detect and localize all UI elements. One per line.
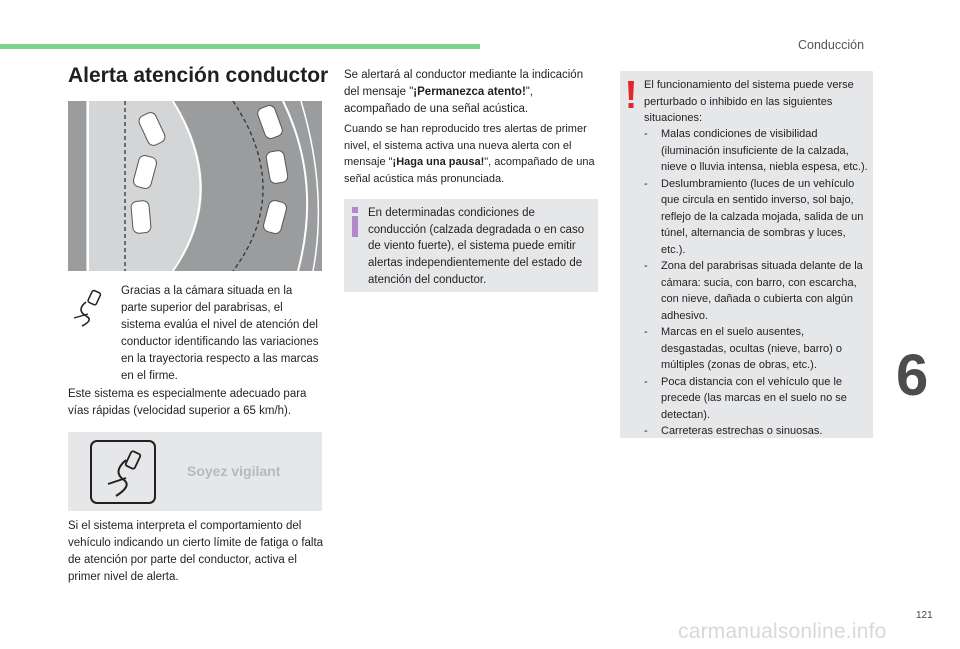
fast-roads-paragraph: Este sistema es especialmente adecuado para vías rápidas (velocidad superior a 65 km/h). [68, 388, 307, 417]
message-take-break: ¡Haga una pausa! [392, 156, 485, 168]
second-alert-paragraph: Cuando se han reproducido tres alertas de primer nivel, el sistema activa una nueva alerta con el mensaje "¡Haga una pausa!", acompañado de una señal acústica más pronunciada. [344, 123, 595, 185]
chapter-number: 6 [896, 343, 929, 408]
list-item: - Deslumbramiento (luces de un vehículo que circula en sentido inverso, sol bajo, reflejo de la calzada mojada, salida de un túnel, alternancia de sombras y luces, etc.). [644, 177, 864, 256]
warning-intro: El funcionamiento del sistema puede verse perturbado o inhibido en las siguientes situaciones: [644, 79, 854, 124]
list-item: - Zona del parabrisas situada delante de la cámara: sucia, con barro, con escarcha, con nieve, dañada o cubierta con algún adhesivo. [644, 260, 863, 322]
warning-note [620, 71, 873, 438]
info-note-text: En determinadas condiciones de conducción (calzada degradada o en caso de viento fuerte), el sistema puede emitir alertas independientemente del estado de atención del conductor. [368, 207, 585, 286]
list-item: - Marcas en el suelo ausentes, desgastadas, ocultas (nieve, barro) o múltiples (zonas de obras, etc.). [644, 326, 842, 371]
driver-alert-icon [90, 440, 156, 504]
interpretation-paragraph: Si el sistema interpreta el comportamiento del vehículo indicando un cierto límite de fatiga o falta de atención por parte del conductor, activa el primer nivel de alerta. [68, 520, 324, 583]
list-item: - Poca distancia con el vehículo que le precede (las marcas en el suelo no se detectan). [644, 375, 847, 421]
list-item: - Malas condiciones de visibilidad (iluminación insuficiente de la calzada, nieve o lluvia intensa, niebla espesa, etc.). [644, 128, 868, 173]
page-number: 121 [916, 610, 933, 621]
lane-drift-illustration [68, 101, 322, 271]
alert-display-text: Soyez vigilant [187, 463, 281, 479]
warning-list [644, 126, 872, 440]
first-alert-paragraph: Se alertará al conductor mediante la indicación del mensaje "¡Permanezca atento!", acompañado de una señal acústica. [344, 69, 584, 115]
section-title: Conducción [798, 38, 865, 52]
warning-icon [627, 81, 635, 109]
alert-display-panel [68, 432, 322, 511]
lane-camera-icon [72, 288, 108, 328]
info-note [344, 199, 598, 292]
header-accent-bar [0, 44, 480, 49]
page-title: Alerta atención conductor [68, 64, 329, 87]
watermark: carmanualsonline.info [678, 620, 887, 643]
list-item: - Carreteras estrechas o sinuosas. [644, 425, 823, 437]
camera-description: Gracias a la cámara situada en la parte superior del parabrisas, el sistema evalúa el nivel de atención del conductor identificando las variaciones en la trayectoria respecto a las marcas en el firme. [121, 285, 319, 382]
message-stay-attentive: ¡Permanezca atento! [413, 86, 526, 98]
info-icon [352, 207, 358, 237]
